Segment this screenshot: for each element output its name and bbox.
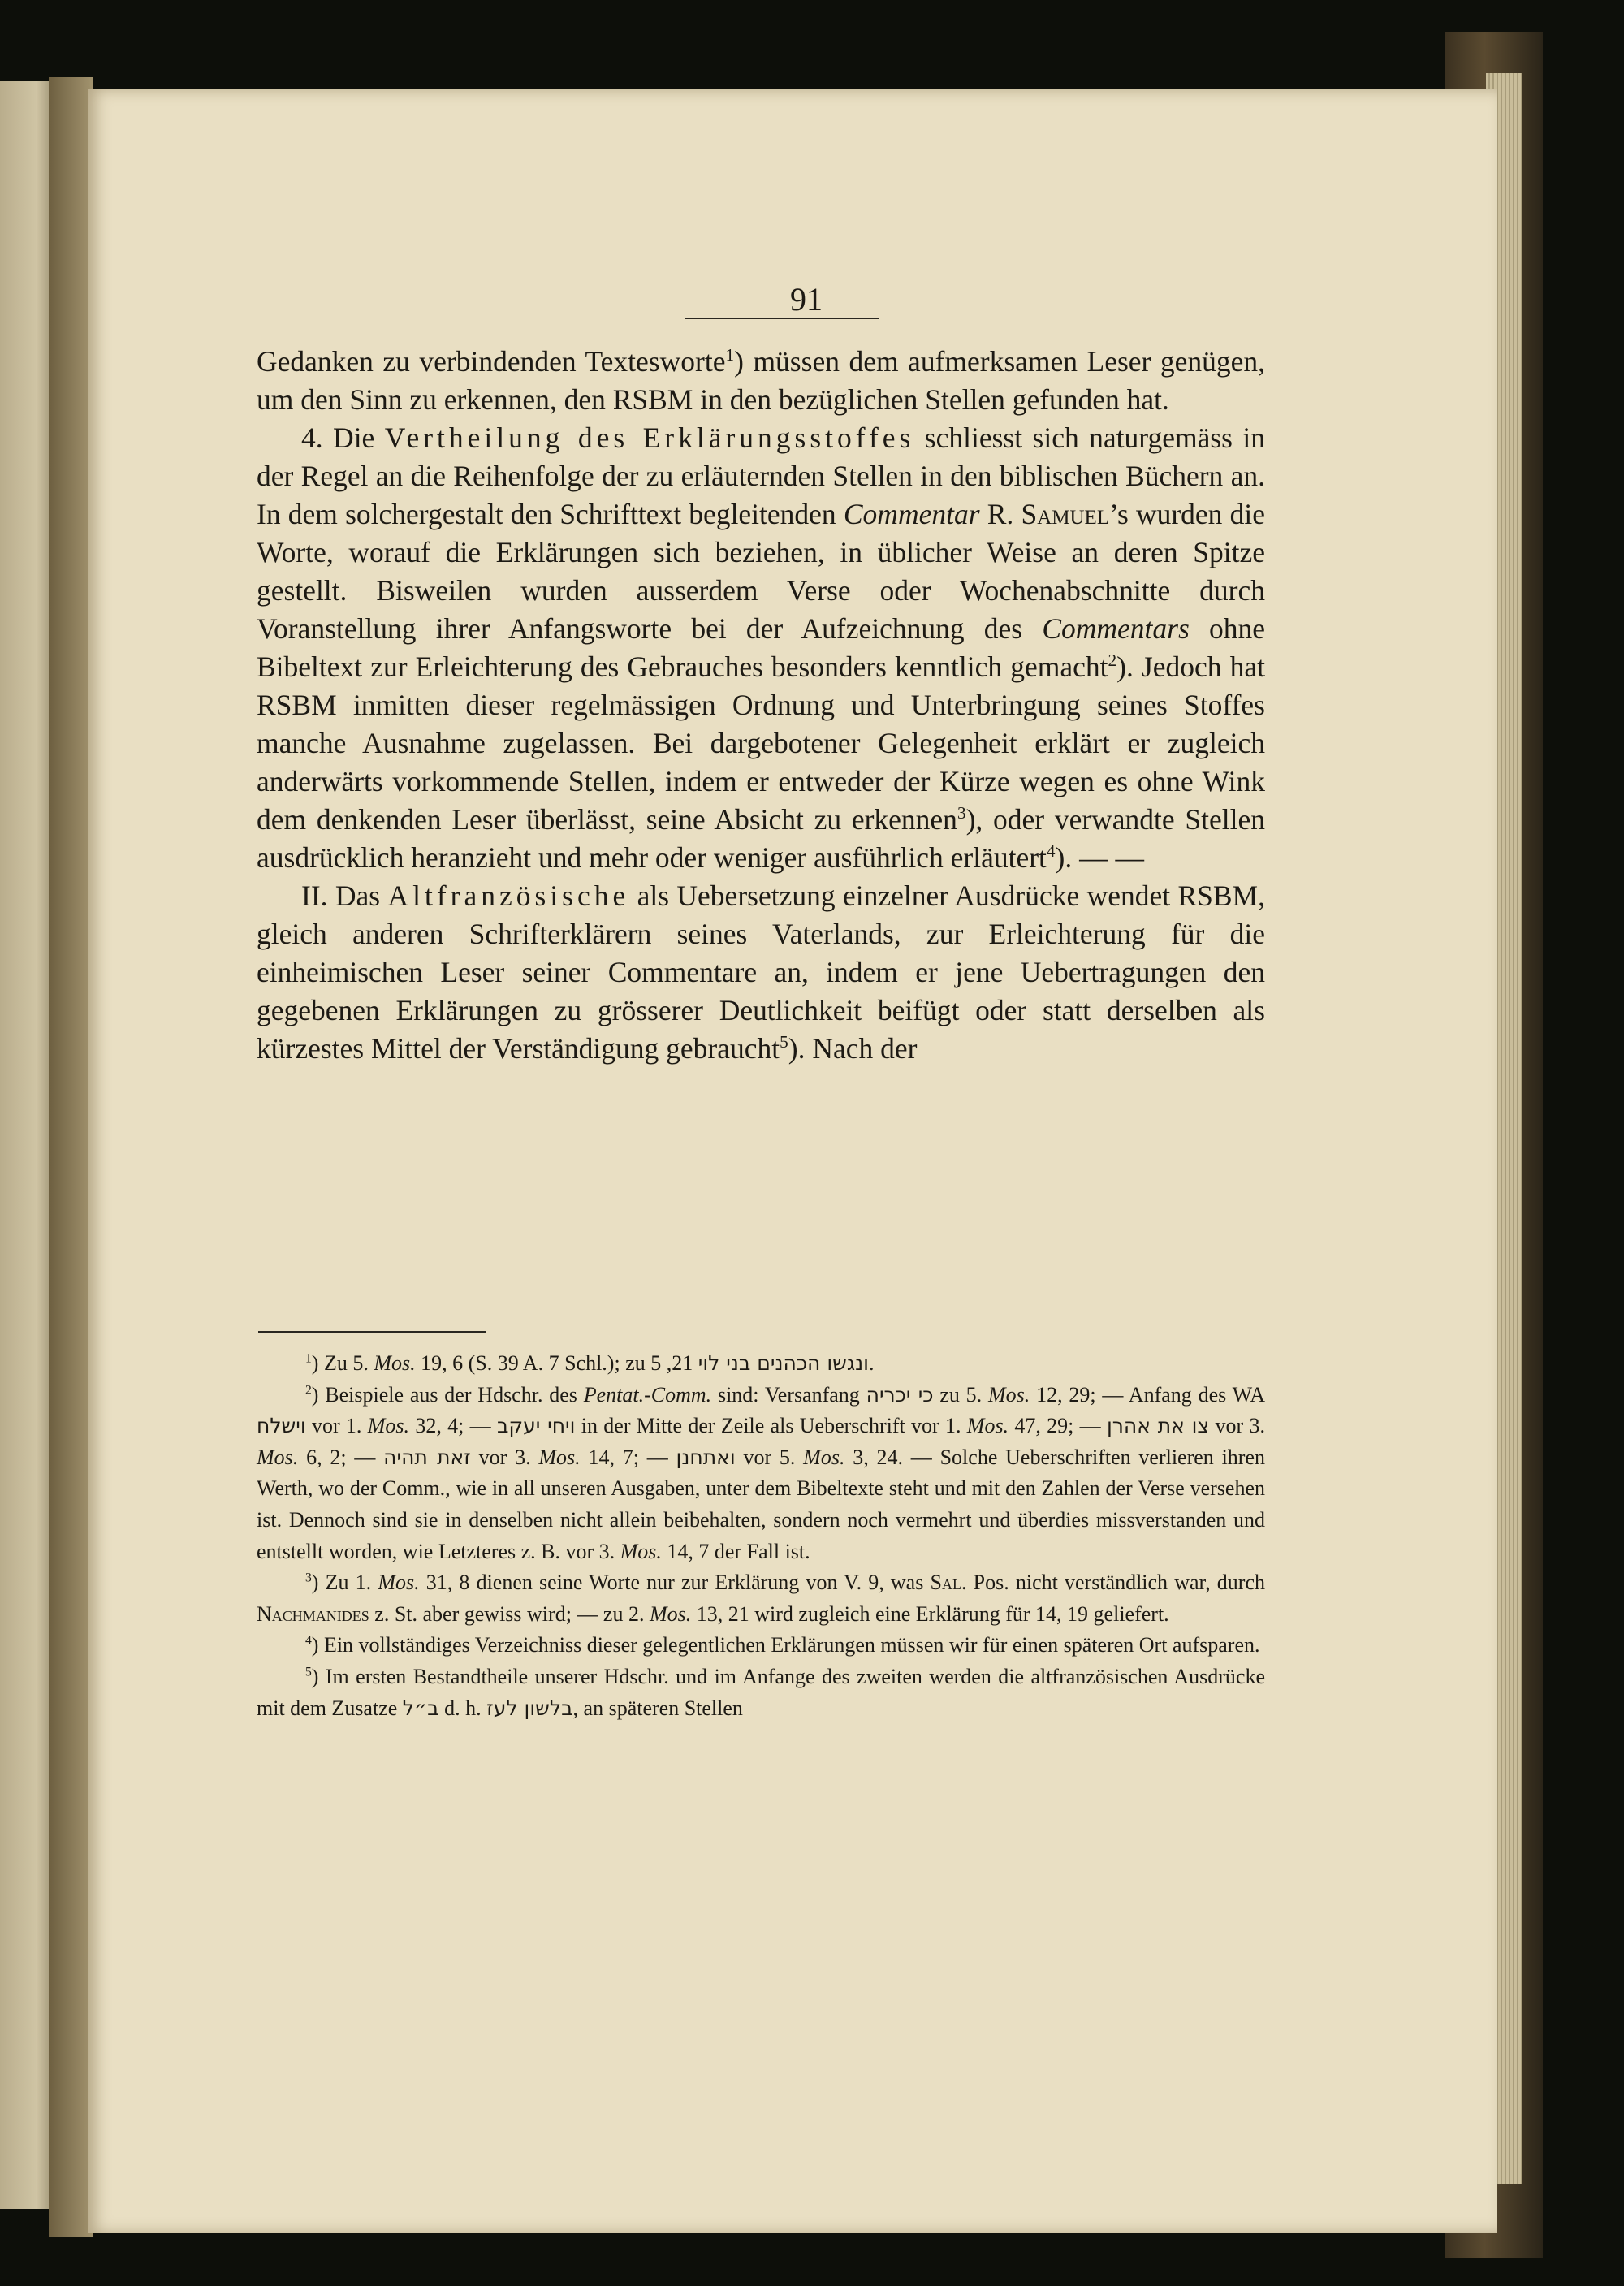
italic-run: Mos. (257, 1445, 299, 1469)
text-run: d. h. (438, 1696, 487, 1720)
italic-run: Mos. (988, 1382, 1030, 1407)
footnote-ref: 5 (305, 1665, 312, 1679)
text-run: 12, 29; — Anfang des WA (1030, 1382, 1266, 1407)
text-run: ohne Bibeltext zur Erleichterung des Gebrauches besonders kenntlich gemacht (257, 612, 1265, 683)
body-paragraph (257, 877, 1265, 1068)
hebrew-text: זאת תהיה (383, 1445, 471, 1469)
text-run: ) Zu 5. (311, 1351, 374, 1375)
italic-run: Mos. (538, 1445, 581, 1469)
footnote (257, 1567, 1265, 1630)
italic-run: Commentars (1042, 612, 1190, 645)
italic-run: Mos. (367, 1414, 410, 1438)
hebrew-text: בלשון לעז (486, 1696, 573, 1720)
text-run: Pos. nicht verständlich war, durch (966, 1571, 1266, 1595)
text-run: ). — — (1055, 841, 1144, 874)
hebrew-text: צו את אהרן (1106, 1414, 1210, 1438)
text-run: ). Jedoch hat RSBM inmitten dieser regelmässigen Ordnung und Unterbringung seines Stoffes manche Ausnahme zugelassen. Bei dargebotener Gelegenheit erklärt er zugleich anderwärts vorkommende Stellen, indem er entweder der Kürze wegen es ohne Wink dem denkenden Leser überlässt, seine Absicht zu erkennen (257, 650, 1265, 836)
small-caps-run: Nachmanides (257, 1601, 369, 1626)
footnote-ref: 1 (305, 1351, 312, 1366)
small-caps-run: Samuel (1021, 498, 1110, 530)
body-paragraph (257, 343, 1265, 419)
text-run: , an späteren Stellen (572, 1696, 743, 1720)
text-run: 32, 4; — (409, 1414, 497, 1438)
text-run: als Uebersetzung einzelner Ausdrücke wendet RSBM, gleich anderen Schrifterklärern seines Vaterlands, zur Erleichterung für die einheimischen Leser seiner Commentare an, indem er jene Uebertragungen den gegebenen Erklärungen zu grösserer Deutlichkeit beifügt oder statt derselben als kürzestes Mittel der Verständigung gebraucht (257, 879, 1265, 1065)
footnote-ref: 5 (780, 1032, 788, 1052)
text-run: vor 5. (735, 1445, 804, 1469)
text-run: 4. Die (301, 421, 385, 454)
text-run: z. St. aber gewiss wird; — zu 2. (369, 1601, 650, 1626)
body-paragraph (257, 419, 1265, 877)
text-run: Gedanken zu verbindenden Texteswort (257, 345, 713, 378)
footnote (257, 1348, 1265, 1380)
hebrew-text: כי יכריה (866, 1382, 934, 1407)
text-run: ’s wurden die Worte, worauf die Erklärungen sich beziehen, in üblicher Weise an deren Spitze gestellt. Bisweilen wurden ausserdem Verse oder Wochenabschnitte durch Voranstellung ihrer Anfangsworte bei der Aufzeichnung des (257, 498, 1265, 645)
hebrew-text: ב״ל (402, 1696, 439, 1720)
text-run: 6, 2; — (298, 1445, 384, 1469)
footnote (257, 1380, 1265, 1568)
footnote-ref: 2 (1108, 650, 1117, 671)
spaced-emphasis: Altfranzösische (387, 879, 630, 912)
italic-run: Mos. (649, 1601, 692, 1626)
text-run: 14, 7; — (580, 1445, 676, 1469)
text-run: 47, 29; — (1009, 1414, 1107, 1438)
page-number-rule (685, 318, 879, 319)
italic-run: Mos. (966, 1414, 1009, 1438)
text-run: 13, 21 wird zugleich eine Erklärung für 14, 19 geliefert. (691, 1601, 1169, 1626)
hebrew-text: ויחי יעקב (496, 1414, 576, 1438)
italic-run: Mos. (620, 1539, 662, 1563)
text-run: sind: Versanfang (711, 1382, 866, 1407)
footnote-ref: 3 (957, 803, 966, 823)
hebrew-text: ונגשו הכהנים בני לוי (698, 1351, 869, 1375)
footnote-ref: 1 (725, 345, 735, 365)
footnote-separator (258, 1331, 486, 1333)
footnote-ref: 4 (305, 1633, 312, 1648)
footnote-ref: 4 (1046, 841, 1056, 862)
text-run: 21, 5. (650, 1351, 875, 1375)
text-run: ) Im ersten Bestandtheile unserer Hdschr. und im Anfange des zweiten werden die altfranzösischen Ausdrücke mit dem Zusatze (257, 1664, 1265, 1720)
text-run: e (712, 345, 726, 378)
hebrew-text: ואתחנן (676, 1445, 736, 1469)
page-number: 91 (790, 281, 823, 318)
text-run: 19, 6 (S. 39 A. 7 Schl.); zu (415, 1351, 651, 1375)
text-run: ) müssen dem aufmerksamen Leser genügen, um den Sinn zu erkennen, den RSBM in den bezüglichen Stellen gefunden hat. (257, 345, 1265, 416)
text-run: R. (979, 498, 1021, 530)
text-run: vor 1. (305, 1414, 368, 1438)
footnote (257, 1662, 1265, 1724)
text-run: ) Zu 1. (311, 1571, 378, 1595)
text-run: 3, 24. — Solche Ueberschriften verlieren ihren Werth, wo der Comm., wie in all unseren Ausgaben, unter dem Bibeltexte steht und mit den Zahlen der Verse versehen ist. Dennoch sind sie in denselben nicht allein beibehalten, sondern noch vermehrt und überdies missverstanden und entstellt worden, wie Letzteres z. B. vor 3. (257, 1445, 1265, 1563)
text-run: vor 3. (470, 1445, 539, 1469)
body-text (257, 343, 1265, 1068)
hebrew-text: וישלח (257, 1414, 306, 1438)
italic-run: Pentat.-Comm. (583, 1382, 712, 1407)
text-run: ), oder verwandte Stellen ausdrücklich heranzieht und mehr oder weniger ausführlich erläutert (257, 803, 1265, 874)
text-run: 14, 7 der Fall ist. (661, 1539, 810, 1563)
text-run: schliesst sich naturgemäss in der Regel an die Reihenfolge der zu erläuternden Stellen in den biblischen Büchern an. In dem solchergestalt den Schrifttext begleitenden (257, 421, 1266, 530)
italic-run: Mos. (803, 1445, 845, 1469)
text-run: II. Das (301, 879, 388, 912)
book-page (88, 89, 1497, 2233)
italic-run: Mos. (374, 1351, 416, 1375)
footnote-ref: 2 (305, 1382, 312, 1397)
text-run: 31, 8 dienen seine Worte nur zur Erklärung von V. 9, was (419, 1571, 931, 1595)
footnote (257, 1630, 1265, 1662)
text-run: ). Nach der (788, 1032, 918, 1065)
footnotes (257, 1348, 1265, 1724)
text-run: ) Ein vollständiges Verzeichniss dieser gelegentlichen Erklärungen müssen wir für einen späteren Ort aufsparen. (311, 1633, 1260, 1657)
text-run: ) Beispiele aus der Hdschr. des (311, 1382, 584, 1407)
text-run: vor 3. (1209, 1414, 1265, 1438)
italic-run: Mos. (378, 1571, 420, 1595)
footnote-ref: 3 (305, 1571, 312, 1585)
small-caps-run: Sal. (930, 1571, 967, 1595)
text-run: in der Mitte der Zeile als Ueberschrift vor 1. (575, 1414, 967, 1438)
spaced-emphasis: Vertheilung des Erklärungsstoffes (384, 421, 915, 454)
book-gutter (49, 77, 93, 2237)
text-run: zu 5. (933, 1382, 988, 1407)
italic-run: Commentar (843, 498, 980, 530)
